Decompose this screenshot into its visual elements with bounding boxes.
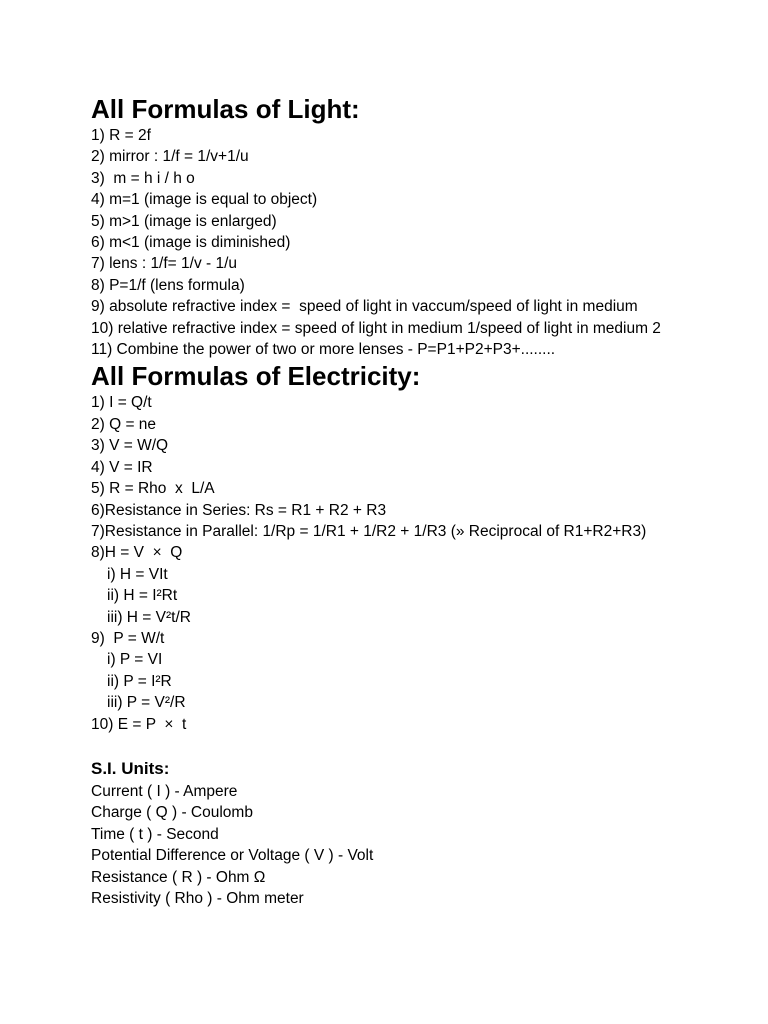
electricity-subformula-line: ii) P = I²R bbox=[107, 672, 172, 690]
electricity-formula-line: 8)H = V × Q bbox=[91, 544, 183, 562]
si-unit-line: Charge ( Q ) - Coulomb bbox=[91, 804, 253, 822]
light-formula-line: 4) m=1 (image is equal to object) bbox=[91, 191, 318, 209]
electricity-formula-line: 10) E = P × t bbox=[91, 715, 187, 733]
light-formula-line: 10) relative refractive index = speed of light in medium 1/speed of light in medium 2 bbox=[91, 319, 661, 337]
electricity-formula-line: 7)Resistance in Parallel: 1/Rp = 1/R1 + 1/R2 + 1/R3 (» Reciprocal of R1+R2+R3) bbox=[91, 522, 647, 540]
electricity-subformula-line: iii) H = V²t/R bbox=[107, 608, 191, 626]
electricity-formula-line: 4) V = IR bbox=[91, 458, 153, 476]
light-formula-line: 11) Combine the power of two or more lenses - P=P1+P2+P3+........ bbox=[91, 341, 556, 359]
si-units-heading: S.I. Units: bbox=[91, 758, 170, 778]
si-units-list bbox=[91, 781, 751, 909]
electricity-formula-line: 5) R = Rho x L/A bbox=[91, 480, 215, 498]
si-unit-line: Potential Difference or Voltage ( V ) - Volt bbox=[91, 847, 374, 865]
electricity-formula-line: 3) V = W/Q bbox=[91, 437, 169, 455]
electricity-subformula-line: i) H = VIt bbox=[107, 565, 168, 583]
si-unit-line: Resistivity ( Rho ) - Ohm meter bbox=[91, 890, 304, 907]
light-heading: All Formulas of Light: bbox=[91, 94, 360, 124]
electricity-formula-list bbox=[91, 392, 751, 735]
light-formula-line: 3) m = h i / h o bbox=[91, 169, 195, 187]
electricity-formula-line: 2) Q = ne bbox=[91, 415, 157, 433]
light-formula-list bbox=[91, 125, 751, 360]
document-content bbox=[91, 93, 751, 909]
electricity-subformula-line: ii) H = I²Rt bbox=[107, 587, 178, 605]
light-formula-line: 1) R = 2f bbox=[91, 127, 151, 144]
electricity-subformula-line: iii) P = V²/R bbox=[107, 694, 186, 712]
section-spacer bbox=[91, 735, 751, 757]
electricity-formula-line: 9) P = W/t bbox=[91, 629, 165, 647]
light-formula-line: 9) absolute refractive index = speed of light in vaccum/speed of light in medium bbox=[91, 298, 638, 316]
light-formula-line: 7) lens : 1/f= 1/v - 1/u bbox=[91, 255, 238, 273]
electricity-formula-line: 6)Resistance in Series: Rs = R1 + R2 + R3 bbox=[91, 501, 387, 519]
electricity-formula-line: 1) I = Q/t bbox=[91, 394, 152, 412]
light-formula-line: 8) P=1/f (lens formula) bbox=[91, 276, 245, 294]
electricity-subformula-line: i) P = VI bbox=[107, 651, 163, 669]
si-unit-line: Current ( I ) - Ampere bbox=[91, 782, 238, 800]
si-unit-line: Resistance ( R ) - Ohm Ω bbox=[91, 868, 266, 886]
electricity-heading: All Formulas of Electricity: bbox=[91, 361, 421, 392]
si-unit-line: Time ( t ) - Second bbox=[91, 825, 219, 843]
light-formula-line: 2) mirror : 1/f = 1/v+1/u bbox=[91, 148, 249, 166]
light-formula-line: 5) m>1 (image is enlarged) bbox=[91, 212, 277, 230]
light-formula-line: 6) m<1 (image is diminished) bbox=[91, 234, 291, 252]
